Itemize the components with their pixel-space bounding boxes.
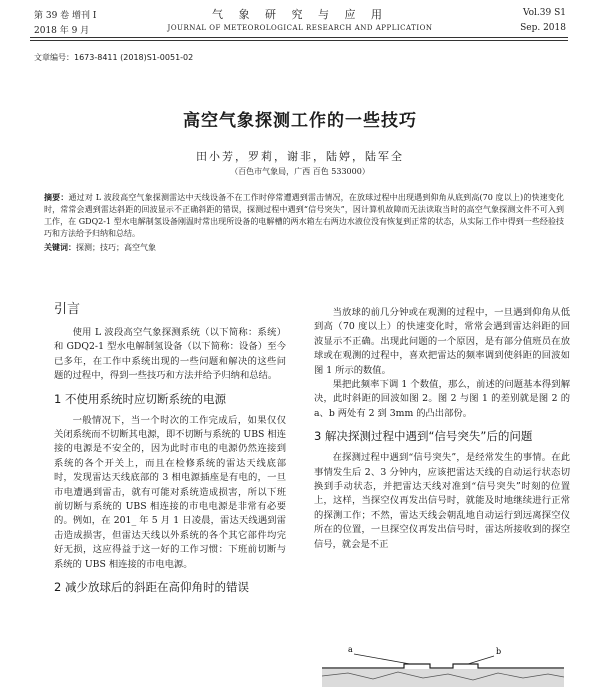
echo-noise-band xyxy=(322,669,564,687)
section-1-paragraph: 一般情况下，当一个时次的工作完成后，如果仅仅关闭系统而不切断其电源，即不切断与系统的 UBS 相连接的电源是不安全的，因为此时市电的电源仍然连接到系统的各个开关上，而且在检修系统的雷达天线底部时，发现雷达天线底部的 3 相电源插座是有电的，一旦市电遭遇到雷击，就有可能对系统造成损害，所以下班前切断与系统的 UBS 相连接的市电电源是非常有必要的。例如，在 201_ 年 5 月 1 日凌晨，雷达天线遇到雷击造成损害，但雷达天线以外系统的各个其它部件均完好无损，这应得益于这一好的工作习惯：下班前切断与系统的 UBS 相连接的市电电源。 xyxy=(54,414,286,570)
paper-title: 高空气象探测工作的一些技巧 xyxy=(183,111,417,131)
keywords-label: 关键词： xyxy=(44,243,76,252)
section-2-paragraph-b: 果把此频率下调 1 个数值，那么，前述的问题基本得到解决，此时斜距的回波如图 2。图 2 与图 1 的差别就是图 2 的 a、b 两处有 2 到 3mm 的凸出部份。 xyxy=(314,379,570,419)
section-1-heading: 1 不使用系统时应切断系统的电源 xyxy=(54,391,226,406)
volume-right: Vol.39 S1 xyxy=(522,8,566,18)
figure-label-b: b xyxy=(496,647,502,656)
date-right: Sep. 2018 xyxy=(520,23,566,33)
affiliation: （百色市气象局，广西 百色 533000） xyxy=(230,167,370,176)
abstract-text: 通过对 L 波段高空气象探测雷达中天线设备不在工作时停常遭遇到雷击情况，在放球过程中出现遇到仰角从底到高(70 度以上)的快速变化时，常常会遇到雷达斜距的回波显示不正确斜距的错误，探测过程中遇到“信号突失”，因计算机故障而无法读取当时的高空气象探测文件不可入到工作，在 GDQ2-1 型水电解制氢设备刚温时常出现所设备的电解槽的两水箱左右两边水液位没有恢复到正常的状态，从实际工作中得到一些经验技巧和方法给予归纳和总结。 xyxy=(44,193,565,238)
volume-left: 第 39 卷 增刊 I xyxy=(34,11,97,21)
header-rule-2 xyxy=(30,40,568,41)
section-2-heading: 2 减少放球后的斜距在高仰角时的错误 xyxy=(54,580,249,595)
figure-arrow-a xyxy=(354,654,410,664)
journal-title-en: JOURNAL OF METEOROLOGICAL RESEARCH AND APPLICATION xyxy=(167,24,433,32)
figure-arrow-b xyxy=(468,656,494,664)
section-3-heading: 3 解决探测过程中遇到“信号突失”后的问题 xyxy=(314,429,533,444)
author-list: 田小芳，罗莉，谢非，陆婷，陆军全 xyxy=(196,150,404,163)
abstract-label: 摘要： xyxy=(44,193,69,202)
right-column xyxy=(314,306,570,552)
keywords-text: 探测；技巧；高空气象 xyxy=(76,243,156,252)
article-number: 文章编号：1673-8411 (2018)S1-0051-02 xyxy=(34,53,194,62)
abstract xyxy=(44,192,564,240)
echo-figure xyxy=(318,642,568,688)
echo-trace xyxy=(322,664,564,668)
date-left: 2018 年 9 月 xyxy=(34,26,90,36)
section-2-paragraph-a: 当放球的前几分钟或在观测的过程中，一旦遇到仰角从低到高（70 度以上）的快速变化时，常常会遇到雷达斜距的回波显示不正确。出现此问题的一个原因，是有部分值班员在放球或在观测的过程中，喜欢把雷达的频率调到使斜距的回波如图 1 所示的数值。 xyxy=(314,307,570,376)
keywords xyxy=(44,242,156,253)
header-rule xyxy=(30,37,568,38)
intro-heading: 引言 xyxy=(54,302,81,317)
journal-title-cn: 气 象 研 究 与 应 用 xyxy=(212,8,388,21)
intro-paragraph: 使用 L 波段高空气象探测系统（以下简称：系统）和 GDQ2-1 型水电解制氢设备（以下简称：设备）至今已多年，在工作中系统出现的一些问题和解决的这些问题的过程中，得到一些技巧和方法并给予归纳和总结。 xyxy=(54,327,286,382)
left-column xyxy=(54,300,286,602)
section-3-paragraph: 在探测过程中遇到“信号突失”，是经常发生的事情。在此事情发生后 2、3 分钟内，应该把雷达天线的自动运行状态切换到手动状态，并把雷达天线对准到“信号突失”时刻的位置上，这样，当探空仪再发出信号时，就能及时地继续进行正常的探测工作；不然，雷达天线会朝乱地自动运行到远离探空仪所在的位置，一旦探空仪再发出信号时，雷达所接收到的探空信号，就会是不正 xyxy=(314,452,570,550)
figure-label-a: a xyxy=(348,645,353,654)
